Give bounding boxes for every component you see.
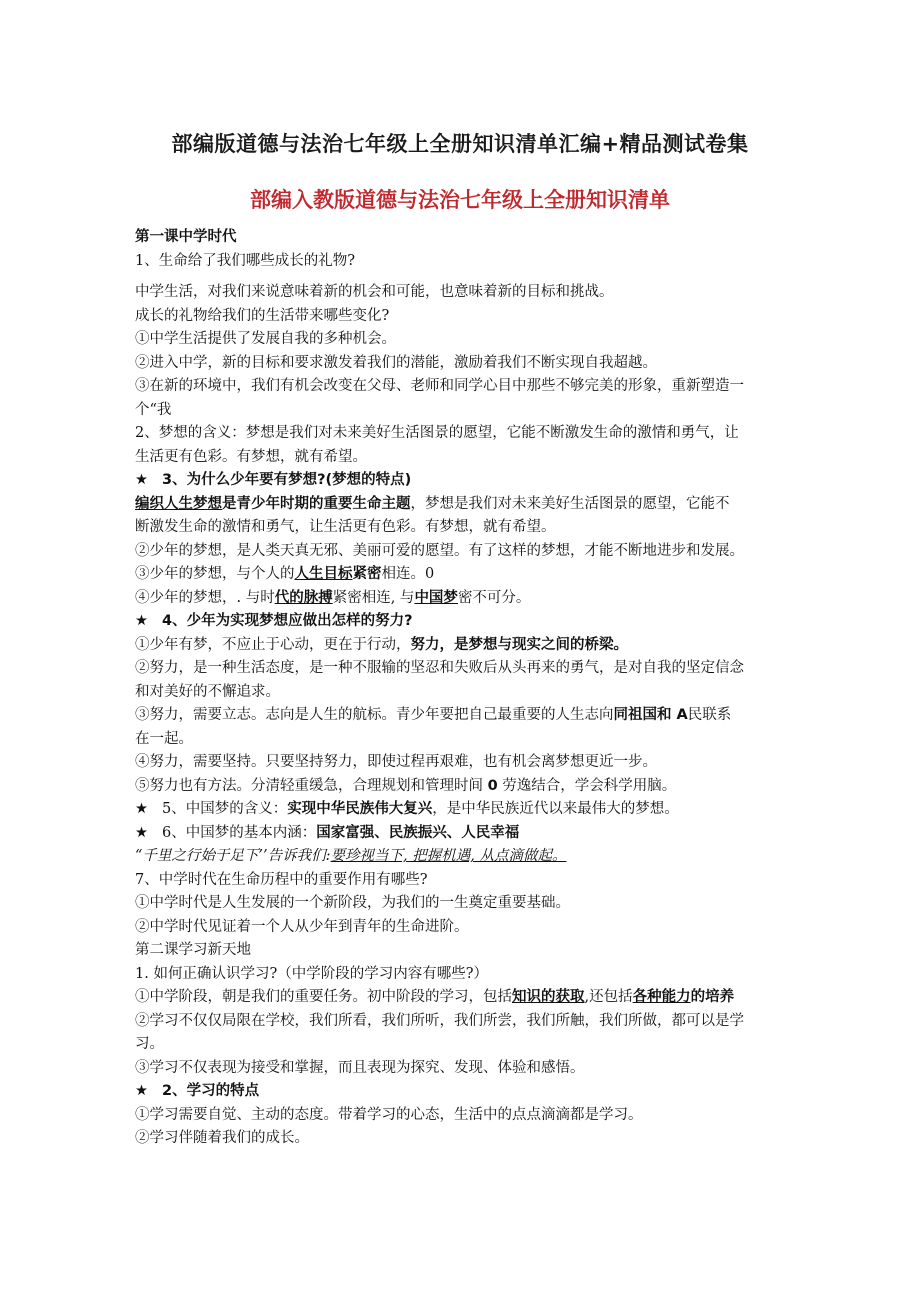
highlight: 各种能力: [632, 989, 691, 1005]
paragraph: ③在新的环境中，我们有机会改变在父母、老师和同学心目中那些不够完美的形象，重新塑造一: [135, 378, 744, 394]
question: 7、中学时代在生命历程中的重要作用有哪些?: [135, 871, 428, 888]
paragraph: 个“我: [135, 401, 172, 418]
paragraph: ②中学时代见证着一个人从少年到青年的生命进阶。: [135, 918, 469, 935]
key-question: ★ 5、中国梦的含义：实现中华民族伟大复兴，是中华民族近代以来最伟大的梦想。: [135, 801, 679, 817]
star-icon: ★: [135, 824, 148, 841]
paragraph: ①中学阶段，朝是我们的重要任务。初中阶段的学习，包括知识的获取,还包括各种能力的培养: [135, 989, 735, 1005]
paragraph: ①中学生活提供了发展自我的多种机会。: [135, 331, 396, 347]
highlight: 中国梦: [414, 589, 458, 606]
star-icon: ★: [135, 801, 148, 817]
highlight: 要珍视当下, 把握机遇, 从点滴做起。: [330, 848, 567, 864]
paragraph: ④少年的梦想，. 与时代的脉搏紧密相连, 与中国梦密不可分。: [135, 589, 531, 606]
highlight: 编织人生梦想: [135, 495, 222, 512]
star-icon: ★: [135, 472, 148, 488]
star-icon: ★: [135, 1083, 148, 1099]
lesson-heading: 第二课学习新天地: [135, 942, 251, 958]
sub-title: 部编入教版道德与法治七年级上全册知识清单: [250, 188, 670, 212]
paragraph: ③努力，需要立志。志向是人生的航标。青少年要把自己最重要的人生志向同祖国和 A民联系: [135, 707, 732, 723]
paragraph: 编织人生梦想是青少年时期的重要生命主题，梦想是我们对未来美好生活图景的愿望，它能不: [135, 495, 730, 512]
paragraph: 习。: [135, 1036, 164, 1052]
highlight: 同祖国和 A: [613, 707, 688, 723]
question: 1、生命给了我们哪些成长的礼物?: [135, 252, 355, 269]
lesson-heading: 第一课中学时代: [135, 229, 237, 245]
quote-line: “千里之行始于足下’’告诉我们:要珍视当下, 把握机遇, 从点滴做起。: [135, 848, 567, 864]
question: 1. 如何正确认识学习?（中学阶段的学习内容有哪些?）: [135, 965, 488, 982]
highlight: 是青少年时期的重要生命主题: [222, 495, 411, 512]
highlight: 实现中华民族伟大复兴: [287, 801, 433, 817]
key-question: ★ 6、中国梦的基本内涵：国家富强、民族振兴、人民幸福: [135, 824, 520, 841]
paragraph: 成长的礼物给我们的生活带来哪些变化?: [135, 307, 390, 324]
paragraph: ②学习不仅仅局限在学校，我们所看，我们所听，我们所尝，我们所触，我们所做，都可以是学: [135, 1012, 744, 1029]
paragraph: 在一起。: [135, 730, 193, 747]
highlight: 人生目标: [294, 566, 353, 582]
document-body: [135, 226, 795, 1151]
paragraph: ④努力，需要坚持。只要坚持努力，即使过程再艰难，也有机会离梦想更近一步。: [135, 754, 657, 770]
highlight: 代的脉搏: [274, 589, 333, 606]
highlight: 紧密: [352, 566, 382, 582]
key-question: ★ 4、少年为实现梦想应做出怎样的努力?: [135, 613, 413, 629]
paragraph: 断激发生命的激情和勇气，让生活更有色彩。有梦想，就有希望。: [135, 519, 556, 535]
star-icon: ★: [135, 613, 148, 629]
main-title: 部编版道德与法治七年级上全册知识清单汇编+精品测试卷集: [171, 132, 749, 156]
paragraph: ②努力，是一种生活态度，是一种不服输的坚忍和失败后从头再来的勇气，是对自我的坚定信念: [135, 660, 744, 676]
highlight: 国家富强、民族振兴、人民幸福: [316, 824, 520, 841]
key-question: ★ 2、学习的特点: [135, 1083, 260, 1099]
paragraph: 和对美好的不懈追求。: [135, 683, 280, 700]
paragraph: 中学生活，对我们来说意味着新的机会和可能，也意味着新的目标和挑战。: [135, 284, 614, 300]
paragraph: ②学习伴随着我们的成长。: [135, 1130, 309, 1146]
highlight: 努力，是梦想与现实之间的桥梁。: [410, 636, 628, 653]
paragraph: ③少年的梦想，与个人的人生目标紧密相连。0: [135, 566, 435, 582]
paragraph: 生活更有色彩。有梦想，就有希望。: [135, 448, 367, 465]
paragraph: ②少年的梦想，是人类天真无邪、美丽可爱的愿望。有了这样的梦想，才能不断地进步和发展。: [135, 542, 744, 559]
paragraph: ①少年有梦，不应止于心动，更在于行动，努力，是梦想与现实之间的桥梁。: [135, 636, 628, 653]
paragraph: ③学习不仅表现为接受和掌握，而且表现为探究、发现、体验和感悟。: [135, 1059, 585, 1076]
paragraph: ①学习需要自觉、主动的态度。带着学习的心态，生活中的点点滴滴都是学习。: [135, 1106, 643, 1123]
key-question: ★ 3、为什么少年要有梦想?(梦想的特点): [135, 472, 412, 488]
paragraph: ②进入中学，新的目标和要求激发着我们的潜能，激励着我们不断实现自我超越。: [135, 354, 657, 371]
paragraph: 2、梦想的含义：梦想是我们对未来美好生活图景的愿望，它能不断激发生命的激情和勇气，让: [135, 425, 739, 441]
paragraph: ⑤努力也有方法。分清轻重缓急，合理规划和管理时间 0 劳逸结合，学会科学用脑。: [135, 777, 677, 794]
highlight: 知识的获取: [512, 989, 585, 1005]
paragraph: ①中学时代是人生发展的一个新阶段，为我们的一生奠定重要基础。: [135, 895, 570, 911]
